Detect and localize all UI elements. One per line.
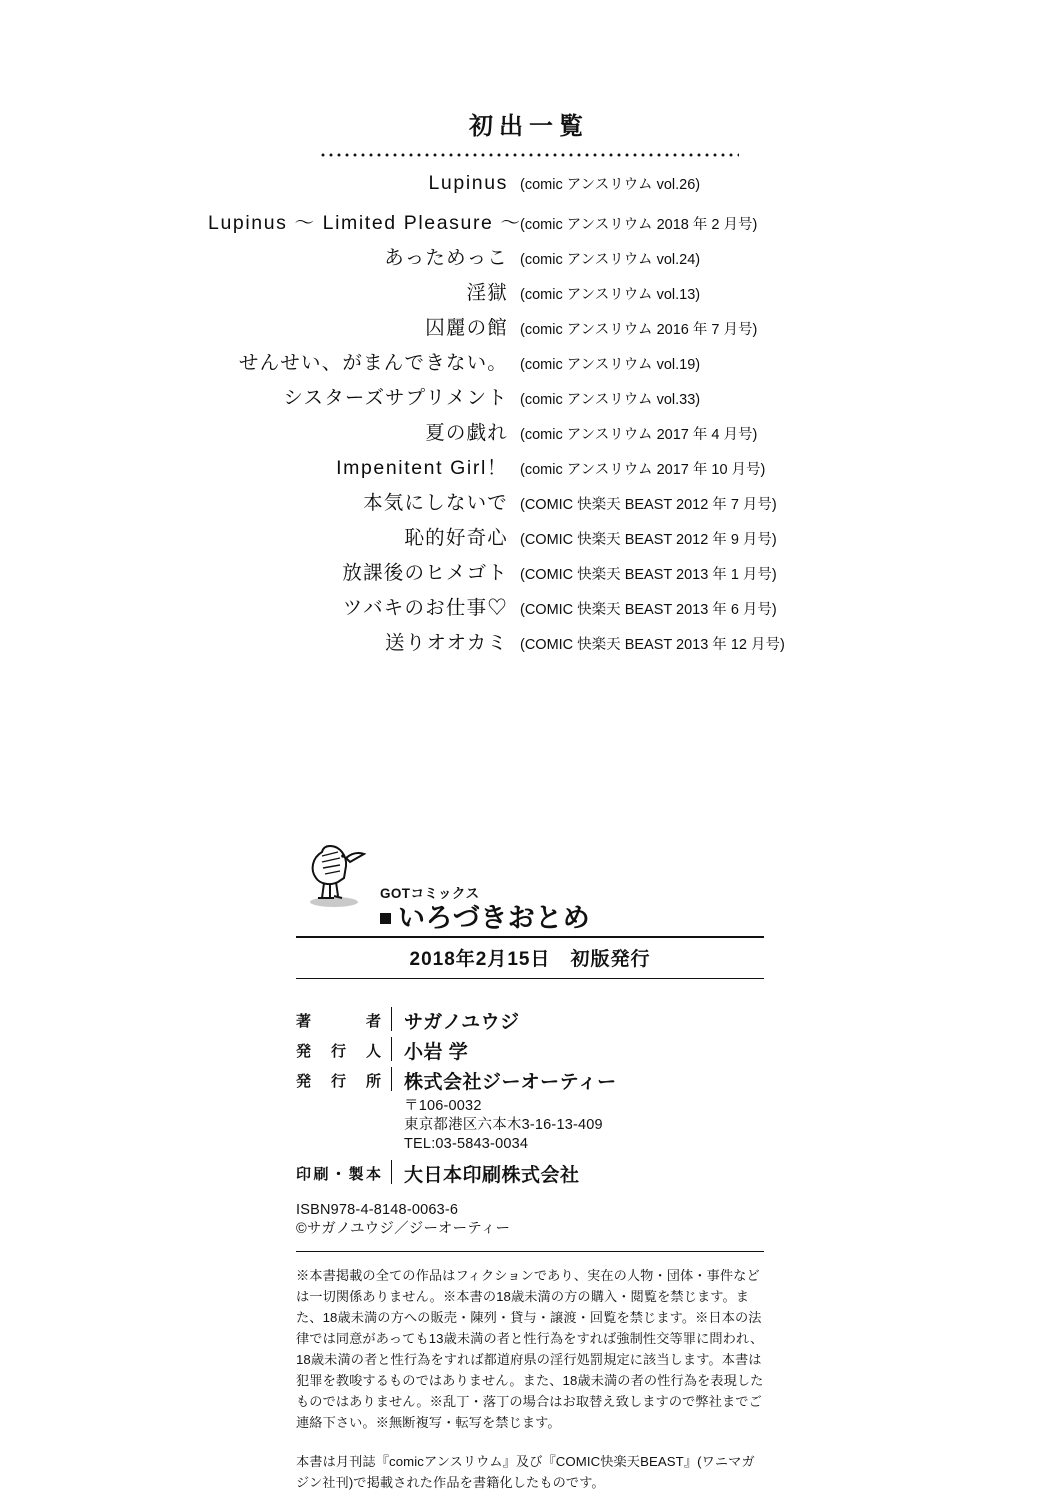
- work-title: シスターズサプリメント: [283, 387, 508, 409]
- work-source: (comic アンスリウム 2016 年 7 月号): [520, 322, 758, 338]
- publisher-phone: TEL:03-5843-0034: [404, 1136, 529, 1152]
- work-title: せんせい、がまんできない。: [238, 352, 508, 374]
- list-item: [0, 627, 1058, 662]
- list-item: [0, 347, 1058, 382]
- dotted-divider: [319, 152, 739, 158]
- work-source: (COMIC 快楽天 BEAST 2013 年 6 月号): [520, 602, 777, 618]
- work-title: Lupinus: [428, 172, 508, 194]
- work-title: 本気にしないで: [363, 492, 508, 514]
- work-title: Lupinus ～ Limited Pleasure ～: [208, 212, 522, 234]
- work-title: 送りオオカミ: [384, 632, 508, 654]
- work-title: 放課後のヒメゴト: [342, 562, 508, 584]
- publisher-brand-label: GOTコミックス: [380, 886, 480, 901]
- credit-list: [0, 172, 1058, 662]
- divider-thin: [296, 978, 764, 979]
- work-source: (COMIC 快楽天 BEAST 2013 年 12 月号): [520, 637, 785, 653]
- work-source: (COMIC 快楽天 BEAST 2012 年 9 月号): [520, 532, 777, 548]
- work-source: (comic アンスリウム vol.33): [520, 392, 701, 408]
- work-source: (comic アンスリウム vol.19): [520, 357, 701, 373]
- publisher-address-line: 東京都港区六本木3-16-13-409: [404, 1117, 603, 1133]
- staff-value: サガノユウジ: [404, 1012, 520, 1033]
- staff-label: 発行所: [296, 1067, 392, 1091]
- staff-label: 著 者: [296, 1007, 392, 1031]
- work-source: (comic アンスリウム vol.24): [520, 252, 701, 268]
- work-source: (comic アンスリウム vol.13): [520, 287, 701, 303]
- list-item: [0, 242, 1058, 277]
- work-source: (comic アンスリウム 2017 年 10 月号): [520, 462, 766, 478]
- list-item: [0, 277, 1058, 312]
- list-item: [0, 452, 1058, 487]
- staff-table: [296, 1007, 764, 1187]
- staff-label: 発行人: [296, 1037, 392, 1061]
- staff-value: 株式会社ジーオーティー: [404, 1072, 617, 1093]
- square-bullet-icon: [380, 913, 391, 924]
- list-item: [0, 522, 1058, 557]
- divider-bottom: [296, 1251, 764, 1252]
- list-item: [0, 557, 1058, 592]
- publisher-logo-area: [296, 836, 764, 933]
- list-item: [0, 417, 1058, 452]
- isbn-value: ISBN978-4-8148-0063-6: [296, 1202, 459, 1218]
- table-row: [296, 1007, 764, 1034]
- work-title: あっためっこ: [384, 247, 508, 269]
- list-item: [0, 487, 1058, 522]
- table-row: [296, 1160, 764, 1187]
- table-row: [296, 1037, 764, 1064]
- work-source: (comic アンスリウム vol.26): [520, 177, 701, 193]
- colophon-section: [296, 836, 764, 1493]
- work-title: ツバキのお仕事♡: [342, 597, 508, 619]
- work-title: 恥的好奇心: [404, 527, 508, 549]
- work-source: (comic アンスリウム 2018 年 2 月号): [520, 217, 758, 233]
- work-title: 囚麗の館: [425, 317, 508, 339]
- work-source: (comic アンスリウム 2017 年 4 月号): [520, 427, 758, 443]
- staff-value: 小岩 学: [404, 1042, 469, 1063]
- list-item: [0, 207, 1058, 242]
- publication-date: 2018年2月15日 初版発行: [409, 949, 651, 970]
- work-source: (COMIC 快楽天 BEAST 2012 年 7 月号): [520, 497, 777, 513]
- table-row: [296, 1067, 764, 1094]
- list-item: [0, 312, 1058, 347]
- isbn-block: [296, 1201, 764, 1239]
- legal-notice-paragraph: ※本書掲載の全ての作品はフィクションであり、実在の人物・団体・事件などは一切関係ありません。※本書の18歳未満の方の購入・閲覧を禁じます。また、18歳未満の方への販売・陳列・貸与・譲渡・回覧を禁じます。※日本の法律では同意があっても13歳未満の者と性行為をすれば強制性交等罪に問われ、18歳未満の者と性行為をすれば都道府県の淫行処罰規定に該当します。本書は犯罪を教唆するものではありません。また、18歳未満の者の性行為を表現したものではありません。※乱丁・落丁の場合はお取替え致しますので弊社までご連絡下さい。※無断複写・転写を禁じます。: [296, 1268, 764, 1430]
- section-title: 初出一覧: [469, 113, 589, 140]
- list-item: [0, 382, 1058, 417]
- list-item: [0, 172, 1058, 207]
- work-title: 淫獄: [466, 282, 508, 304]
- work-title: Impenitent Girl！: [336, 457, 508, 479]
- work-source: (COMIC 快楽天 BEAST 2013 年 1 月号): [520, 567, 777, 583]
- printer-label: 印刷・製本: [296, 1160, 392, 1184]
- bird-logo-icon: [300, 836, 376, 908]
- copyright-line: ©サガノユウジ／ジーオーティー: [296, 1221, 511, 1237]
- publisher-address-line: 〒106-0032: [404, 1098, 482, 1114]
- book-title-row: [380, 896, 590, 935]
- source-magazines-paragraph: 本書は月刊誌『comicアンスリウム』及び『COMIC快楽天BEAST』(ワニマガジン社刊)で掲載された作品を書籍化したものです。: [296, 1454, 755, 1490]
- work-title: 夏の戯れ: [425, 422, 508, 444]
- printer-value: 大日本印刷株式会社: [404, 1165, 580, 1186]
- first-publication-section: [0, 106, 1058, 662]
- legal-notice: [296, 1265, 764, 1493]
- book-title: いろづきおとめ: [398, 903, 591, 933]
- list-item: [0, 592, 1058, 627]
